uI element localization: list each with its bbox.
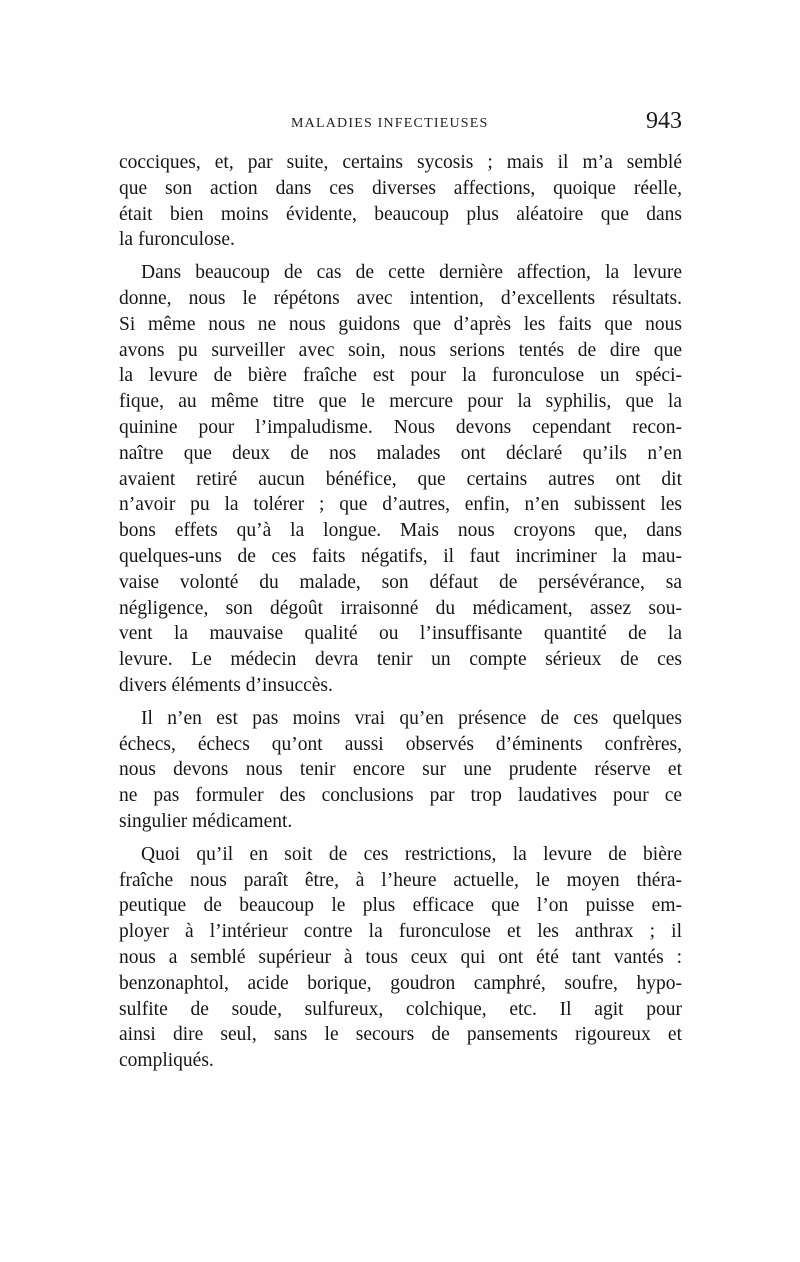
paragraph-2	[119, 260, 682, 699]
text-line: la furonculose.	[119, 229, 235, 251]
text-line: levure. Le médecin devra tenir un compte sérieux de ces	[119, 649, 682, 671]
paragraph-1	[119, 150, 682, 253]
text-line: était bien moins évidente, beaucoup plus aléatoire que dans	[119, 203, 682, 225]
paragraph-4	[119, 842, 682, 1074]
text-line: la levure de bière fraîche est pour la furonculose un spéci-	[119, 365, 682, 387]
text-line: fique, au même titre que le mercure pour la syphilis, que la	[119, 391, 682, 413]
text-line: bons effets qu’à la longue. Mais nous croyons que, dans	[119, 520, 682, 542]
text-line: benzonaphtol, acide borique, goudron camphré, soufre, hypo-	[119, 972, 682, 994]
text-line: cocciques, et, par suite, certains sycosis ; mais il m’a semblé	[119, 152, 682, 173]
text-line: compliqués.	[119, 1050, 214, 1072]
text-line: nous devons nous tenir encore sur une prudente réserve et	[119, 759, 682, 781]
text-line: Dans beaucoup de cas de cette dernière affection, la levure	[141, 262, 682, 284]
text-line: vaise volonté du malade, son défaut de persévérance, sa	[119, 571, 682, 593]
text-line: ployer à l’intérieur contre la furonculose et les anthrax ; il	[119, 921, 682, 943]
text-line: Quoi qu’il en soit de ces restrictions, la levure de bière	[141, 843, 682, 865]
text-line: donne, nous le répétons avec intention, d’excellents résultats.	[119, 287, 682, 309]
text-line: divers éléments d’insuccès.	[119, 674, 333, 696]
text-line: Si même nous ne nous guidons que d’après les faits que nous	[119, 313, 682, 335]
text-line: quinine pour l’impaludisme. Nous devons cependant recon-	[119, 416, 682, 438]
text-line: peutique de beaucoup le plus efficace que l’on puisse em-	[119, 895, 682, 917]
text-line: avaient retiré aucun bénéfice, que certains autres ont dit	[119, 468, 682, 490]
paragraph-3	[119, 706, 682, 835]
text-line: ne pas formuler des conclusions par trop laudatives pour ce	[119, 785, 682, 807]
text-line: naître que deux de nos malades ont déclaré qu’ils n’en	[119, 442, 682, 464]
text-line: quelques-uns de ces faits négatifs, il faut incriminer la mau-	[119, 545, 682, 567]
text-line: ainsi dire seul, sans le secours de pansements rigoureux et	[119, 1024, 682, 1046]
running-head: MALADIES INFECTIEUSES	[291, 116, 489, 131]
text-line: sulfite de soude, sulfureux, colchique, etc. Il agit pour	[119, 998, 682, 1020]
text-line: échecs, échecs qu’ont aussi observés d’éminents confrères,	[119, 733, 682, 755]
text-line: négligence, son dégoût irraisonné du médicament, assez sou-	[119, 597, 682, 619]
text-line: fraîche nous paraît être, à l’heure actuelle, le moyen théra-	[119, 869, 682, 891]
text-line: nous a semblé supérieur à tous ceux qui ont été tant vantés :	[119, 946, 682, 968]
text-line: avons pu surveiller avec soin, nous serions tentés de dire que	[119, 339, 682, 361]
text-line: n’avoir pu la tolérer ; que d’autres, enfin, n’en subissent les	[119, 494, 682, 516]
text-line: vent la mauvaise qualité ou l’insuffisante quantité de la	[119, 623, 682, 645]
body-text	[119, 150, 682, 1074]
text-line: singulier médicament.	[119, 810, 293, 832]
page-number: 943	[646, 108, 682, 134]
text-line: que son action dans ces diverses affections, quoique réelle,	[119, 177, 682, 199]
text-line: Il n’en est pas moins vrai qu’en présence de ces quelques	[141, 707, 682, 729]
page-header	[119, 108, 682, 138]
